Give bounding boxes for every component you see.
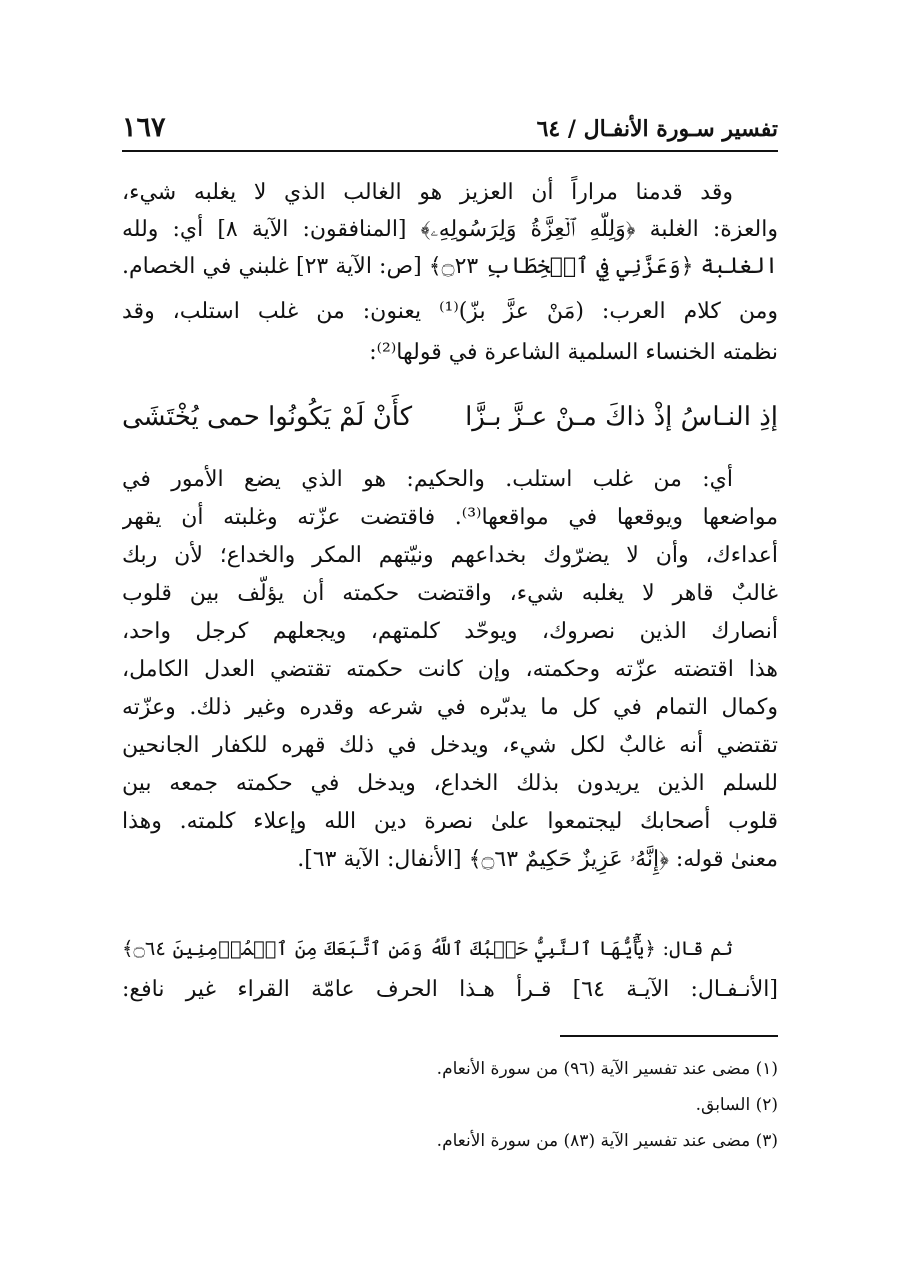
- text-line: نظمته الخنساء السلمية الشاعرة في قولها⁽²⁾:: [369, 340, 778, 365]
- text-line: هذا اقتضته عزّته وحكمته، وإن كانت حكمته تقتضي العدل الكامل،: [122, 657, 778, 682]
- footnote-rule: [560, 1035, 778, 1037]
- text-line: معنىٰ قوله: ﴿إِنَّهُۥ عَزِيزٌ حَكِيمٌ ۝٦٣﴾ [الأنفال: الآية ٦٣].: [297, 847, 778, 872]
- poetry-verse: [122, 392, 778, 442]
- text-line: وكمال التمام في كل ما يدبّره في شرعه وقدره وغير ذلك. وعزّته: [122, 695, 778, 720]
- footnote: (٢) السابق.: [695, 1095, 778, 1115]
- text-line: غالبٌ قاهر لا يغلبه شيء، واقتضت حكمته أن يؤلّف بين قلوب: [122, 581, 778, 606]
- text-line: الغلبة ﴿وَعَزَّنِي فِي ٱلۡخِطَابِ ۝٢٣﴾ [ص: الآية ٢٣] غلبني في الخصام.: [122, 254, 778, 279]
- footnote: (٣) مضى عند تفسير الآية (٨٣) من سورة الأنعام.: [436, 1131, 778, 1151]
- text-line: أعداءك، وأن لا يضرّوك بخداعهم ونيّتهم المكر والخداع؛ لأن ربك: [122, 543, 778, 568]
- verse-second-hemistich: إذِ النـاسُ إذْ ذاكَ مـنْ عـزَّ بـزَّا: [465, 402, 778, 432]
- page-header: [122, 112, 778, 152]
- text-line: أنصارك الذين نصروك، ويوحّد كلمتهم، ويجعلهم كرجل واحد،: [122, 619, 778, 644]
- text-line: قلوب أصحابك ليجتمعوا علىٰ نصرة دين الله وإعلاء كلمته. وهذا: [122, 809, 778, 834]
- verse-first-hemistich: كأَنْ لَمْ يَكُونُوا حمى يُخْتَشَى: [122, 402, 413, 432]
- text-line: [الأنـفـال: الآيـة ٦٤] قـرأ هـذا الحرف عامّة القراء غير نافع:: [122, 977, 778, 1002]
- text-line: مواضعها ويوقعها في مواقعها⁽³⁾. فاقتضت عزّته وغلبته أن يقهر: [122, 505, 778, 530]
- text-line: أي: من غلب استلب. والحكيم: هو الذي يضع الأمور في: [122, 467, 733, 492]
- text-line: والعزة: الغلبة ﴿وَلِلَّهِ ٱلۡعِزَّةُ وَلِرَسُولِهِۦ﴾ [المنافقون: الآية ٨] أي: ولله: [122, 217, 778, 242]
- footnote: (١) مضى عند تفسير الآية (٩٦) من سورة الأنعام.: [436, 1059, 778, 1079]
- page-number: ١٦٧: [122, 112, 166, 143]
- running-title: تفسير سـورة الأنفـال / ٦٤: [536, 116, 778, 142]
- text-line: ثم قال: ﴿يَٰٓأَيُّهَا ٱلنَّبِيُّ حَسۡبُكَ ٱللَّهُ وَمَنِ ٱتَّبَعَكَ مِنَ ٱلۡمُؤۡمِنِينَ ۝٦٤﴾: [122, 937, 733, 960]
- text-line: للسلم الذين يريدون بذلك الخداع، ويدخل في حكمته جمعه بين: [122, 771, 778, 796]
- text-line: تقتضي أنه غالبٌ لكل شيء، ويدخل في ذلك قهره للكفار الجانحين: [122, 733, 778, 758]
- text-line: ومن كلام العرب: (مَنْ عزَّ بزّ)⁽¹⁾ يعنون: من غلب استلب، وقد: [122, 299, 778, 324]
- header-rule: [122, 150, 778, 152]
- text-line: وقد قدمنا مراراً أن العزيز هو الغالب الذي لا يغلبه شيء،: [122, 180, 733, 205]
